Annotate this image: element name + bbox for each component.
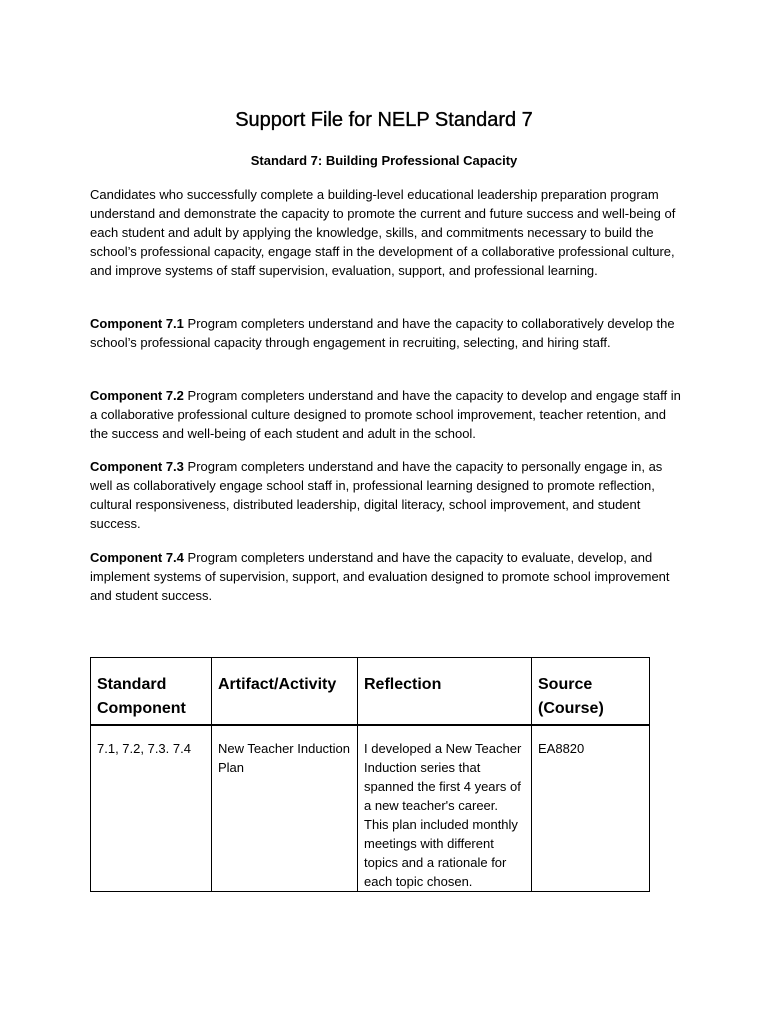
header-source-course: Source (Course)	[532, 658, 650, 726]
artifact-table	[90, 657, 650, 892]
header-standard-component: Standard Component	[91, 658, 212, 726]
component-paragraph	[90, 457, 682, 533]
component-label: Component 7.1	[90, 316, 184, 331]
component-paragraph	[90, 548, 682, 605]
header-reflection: Reflection	[358, 658, 532, 726]
component-text: Program completers understand and have the capacity to develop and engage staff in a collaborative professional culture designed to promote school improvement, teacher retention, and the success and well-being of each student and adult in the school.	[90, 388, 681, 441]
table-row	[91, 725, 650, 892]
cell-artifact: New Teacher Induction Plan	[212, 725, 358, 892]
component-paragraph	[90, 386, 682, 443]
component-text: Program completers understand and have the capacity to evaluate, develop, and implement systems of supervision, support, and evaluation designed to promote school improvement and student success.	[90, 550, 670, 603]
component-text: Program completers understand and have the capacity to personally engage in, as well as collaboratively engage school staff in, professional learning designed to promote reflection, cultural responsiveness, distributed leadership, digital literacy, school improvement, and student success.	[90, 459, 663, 531]
intro-paragraph: Candidates who successfully complete a building-level educational leadership preparation program understand and demonstrate the capacity to promote the current and future success and well-being of each student and adult by applying the knowledge, skills, and commitments necessary to build the school’s professional capacity, engage staff in the development of a collaborative professional culture, and improve systems of staff supervision, evaluation, support, and professional learning.	[90, 187, 676, 278]
header-artifact-activity: Artifact/Activity	[212, 658, 358, 726]
cell-reflection: I developed a New Teacher Induction series that spanned the first 4 years of a new teacher's career. This plan included monthly meetings with different topics and a rationale for each topic chosen.	[358, 725, 532, 892]
component-label: Component 7.3	[90, 459, 184, 474]
cell-source: EA8820	[532, 725, 650, 892]
page-title: Support File for NELP Standard 7	[235, 109, 533, 131]
standard-subtitle: Standard 7: Building Professional Capacity	[250, 153, 518, 168]
cell-standard-component: 7.1, 7.2, 7.3. 7.4	[91, 725, 212, 892]
component-paragraph	[90, 314, 682, 352]
component-label: Component 7.2	[90, 388, 184, 403]
component-label: Component 7.4	[90, 550, 184, 565]
table-header-row	[91, 658, 650, 726]
component-text: Program completers understand and have the capacity to collaboratively develop the school’s professional capacity through engagement in recruiting, selecting, and hiring staff.	[90, 316, 675, 350]
